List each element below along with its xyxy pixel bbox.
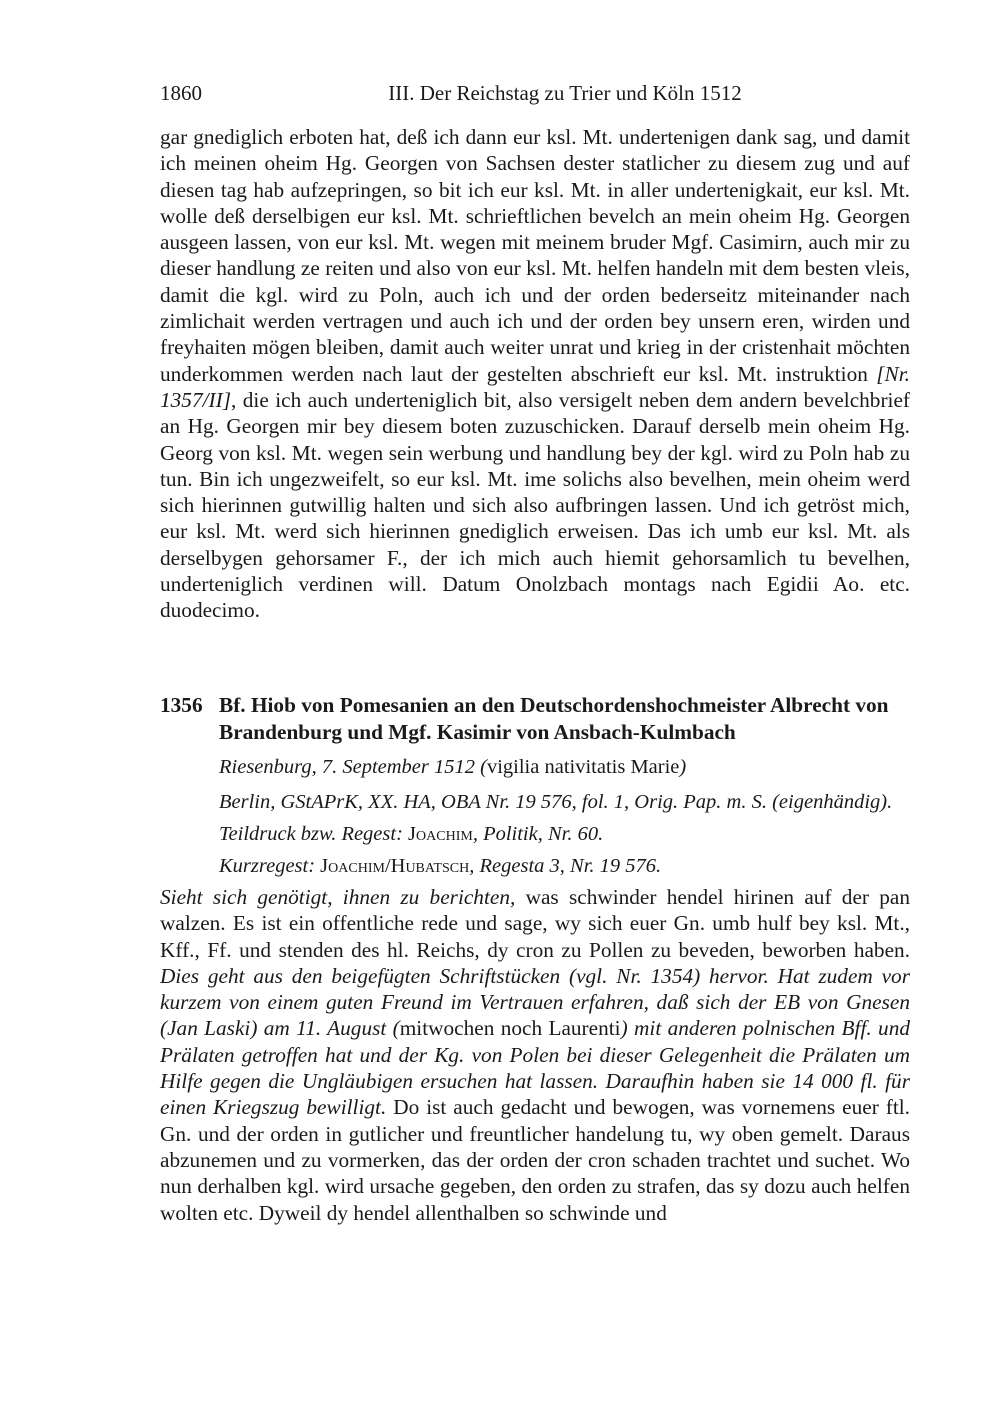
text-block-continuation bbox=[160, 124, 910, 624]
document-body bbox=[160, 884, 910, 1226]
cross-reference: [Nr. 1357/II] bbox=[160, 361, 910, 412]
paragraph bbox=[160, 124, 910, 624]
document-number: 1356 bbox=[160, 693, 203, 717]
text-run: gar gnediglich erboten hat, deß ich dann eur ksl. Mt. undertenigen dank sag, und damit ich meinen oheim Hg. Georgen von Sachsen dester statlicher zu diesem zug und auf diesen tag hab aufzepringen, so bit ich eur ksl. Mt. in aller undertenigkait, eur ksl. Mt. wolle deß derselbigen eur ksl. Mt. schrieftlichen bevelch an mein oheim Hg. Georgen ausgeen lassen, von eur ksl. Mt. wegen mit meinem bruder Mgf. Casimirn, auch mir zu dieser handlung ze reiten und also von eur ksl. Mt. helfen handeln mit dem besten vleis, damit die kgl. wird zu Poln, auch ich und der orden bederseitz miteinander nach zimlichait werden vertragen und auch ich und der orden bey unsern eren, wirden und freyhaiten mögen bleiben, damit auch weiter unrat und krieg in der cristenhait möchten underkommen werden nach laut der gestelten abschrieft eur ksl. Mt. instruktion bbox=[160, 125, 910, 386]
text-run: Do ist auch gedacht und bewogen, was vornemens euer ftl. Gn. und der orden in gutlicher und freuntlicher handelung tu, wy oben gemelt. Daraus abzunemen und zu vormerken, das der orden der cron schaden trachtet und suchet. Wo nun derhalben kgl. wird ursache gegeben, den orden zu strafen, das sy dozu auch helfen wolten etc. Dyweil dy hendel allenthalben so schwinde und bbox=[160, 1095, 910, 1225]
document-regest-reference: Kurzregest: Joachim/Hubatsch, Regesta 3, Nr. 19 576. bbox=[219, 855, 662, 877]
editorial-summary: Dies geht aus den beigefügten Schriftstücken (vgl. Nr. 1354) hervor. Hat zudem vor kurzem von einem guten Freund im Vertrauen erfahren, daß sich der EB von Gnesen (Jan Laski) am 11. August ( bbox=[160, 963, 910, 1041]
document-date: Riesenburg, 7. September 1512 (vigilia nativitatis Marie) bbox=[219, 756, 687, 778]
text-run: , die ich auch underteniglich bit, also versigelt neben dem andern bevelchbrief an Hg. Georgen mir bey diesem boten zuzuschicken. Darauf derselb mein oheim Hg. Georg von ksl. Mt. wegen sein werbung und handlung bey der kgl. wird zu Poln hab zu tun. Bin ich ungezweifelt, so eur ksl. Mt. ime solichs also bevelhen, mein oheim werd sich hierinnen gutwillig halten und sich also aufbringen lassen. Und ich getröst mich, eur ksl. Mt. werd sich hierinnen gnediglich erweisen. Das ich umb eur ksl. Mt. als derselbygen gehorsamer F., der ich mich auch hiemit gehorsamlich tu bevelhen, underteniglich verdinen will. Datum Onolzbach montags nach Egidii Ao. etc. duodecimo. bbox=[160, 387, 910, 623]
paragraph bbox=[160, 884, 910, 1226]
document-heading bbox=[160, 692, 912, 746]
editorial-summary: Sieht sich genötigt, ihnen zu berichten, bbox=[160, 885, 516, 909]
document-title: Bf. Hiob von Pomesanien an den Deutschordenshochmeister Albrecht von Brandenburg und Mgf. Kasimir von Ansbach-Kulmbach bbox=[219, 693, 889, 744]
running-header bbox=[160, 78, 910, 108]
document-source: Berlin, GStAPrK, XX. HA, OBA Nr. 19 576, fol. 1, Orig. Pap. m. S. (eigenhändig). bbox=[219, 791, 893, 813]
editorial-summary: ) mit anderen polnischen Bff. und Prälaten getroffen hat und der Kg. von Polen bei dieser Gelegenheit die Prälaten um Hilfe gegen die Ungläubigen ersuchen hat lassen. Daraufhin haben sie 14 000 fl. für einen Kriegszug bewilligt. bbox=[160, 1016, 910, 1120]
page-number: 1860 bbox=[160, 81, 202, 105]
running-title: III. Der Reichstag zu Trier und Köln 1512 bbox=[388, 81, 742, 105]
text-run: mitwochen noch Laurenti bbox=[399, 1016, 621, 1041]
document-print-reference: Teildruck bzw. Regest: Joachim, Politik, Nr. 60. bbox=[219, 823, 604, 845]
text-run: was schwinder hendel hirinen auf der pan walzen. Es ist ein offentliche rede und sage, wy sich euer Gn. umb hulf bey ksl. Mt., Kff., Ff. und stenden des hl. Reichs, dy cron zu Pollen zu beveden, beworben haben. bbox=[160, 885, 910, 962]
